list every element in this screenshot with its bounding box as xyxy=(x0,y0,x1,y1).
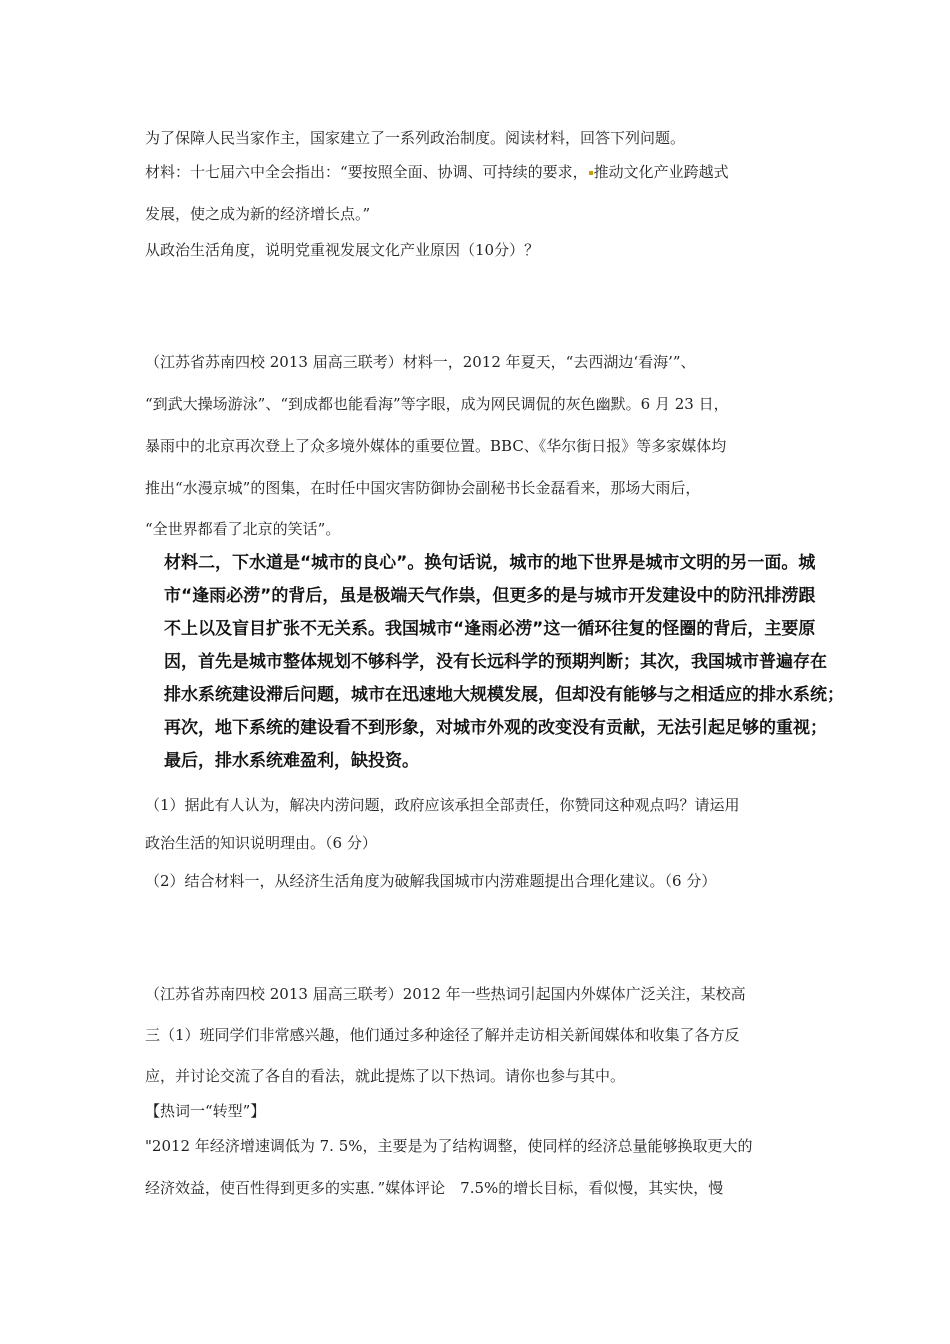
question1-line-1: （1）据此有人认为，解决内涝问题，政府应该承担全部责任，你赞同这种观点吗？请运用 xyxy=(145,796,740,814)
material2-line-1: 材料二，下水道是“城市的良心”。换句话说，城市的地下世界是城市文明的另一面。城 xyxy=(164,553,816,573)
question-text: 从政治生活角度，说明党重视发展文化产业原因（10分）？ xyxy=(145,241,540,259)
material2-line-2: 市“逢雨必涝”的背后，虽是极端天气作祟，但更多的是与城市开发建设中的防汛排涝跟 xyxy=(164,586,816,606)
material-text-c: 发展，使之成为新的经济增长点。” xyxy=(145,205,371,223)
material2-line-7: 最后，排水系统难盈利，缺投资。 xyxy=(164,751,419,771)
section3-line-1: （江苏省苏南四校 2013 届高三联考）2012 年一些热词引起国内外媒体广泛关注，某校高 xyxy=(145,985,746,1003)
section3-line-3: 应，并讨论交流了各自的看法，就此提炼了以下热词。请你也参与其中。 xyxy=(145,1067,626,1085)
material1-line-1: （江苏省苏南四校 2013 届高三联考）材料一，2012 年夏天，“去西湖边‘看海’”、 xyxy=(145,353,696,371)
question1-line-2: 政治生活的知识说明理由。（6 分） xyxy=(145,834,377,852)
material-text-a: 材料：十七届六中全会指出：“要按照全面、协调、可持续的要求， xyxy=(145,163,588,181)
material2-line-5: 排水系统建设滞后问题，城市在迅速地大规模发展，但却没有能够与之相适应的排水系统； xyxy=(164,685,844,705)
intro-text: 为了保障人民当家作主，国家建立了一系列政治制度。阅读材料，回答下列问题。 xyxy=(145,129,686,147)
material1-line-4: 推出“水漫京城”的图集，在时任中国灾害防御协会副秘书长金磊看来，那场大雨后， xyxy=(145,479,701,497)
hotword-heading: 【热词一“转型”】 xyxy=(145,1102,266,1120)
hotword-para-line-1: "2012 年经济增速调低为 7. 5%，主要是为了结构调整，使同样的经济总量能够换取更大的 xyxy=(145,1137,753,1155)
question2-text: （2）结合材料一，从经济生活角度为破解我国城市内涝难题提出合理化建议。（6 分） xyxy=(145,872,717,890)
material2-line-6: 再次，地下系统的建设看不到形象，对城市外观的改变没有贡献，无法引起足够的重视； xyxy=(164,718,827,738)
material2-line-4: 因，首先是城市整体规划不够科学，没有长远科学的预期判断；其次，我国城市普遍存在 xyxy=(164,652,827,672)
material2-line-3: 不上以及盲目扩张不无关系。我国城市“逢雨必涝”这一循环往复的怪圈的背后，主要原 xyxy=(164,619,816,639)
material1-line-5: “全世界都看了北京的笑话”。 xyxy=(145,520,341,538)
material2-image xyxy=(160,552,844,782)
material-line xyxy=(145,162,729,182)
edit-mark-icon xyxy=(589,171,593,175)
hotword-para-line-2: 经济效益，使百性得到更多的实惠．”媒体评论 7.5%的增长目标，看似慢，其实快，慢 xyxy=(145,1179,724,1197)
material1-line-2: “到武大操场游泳”、“到成都也能看海”等字眼，成为网民调侃的灰色幽默。6 月 23 日， xyxy=(145,395,729,413)
section3-line-2: 三（1）班同学们非常感兴趣，他们通过多种途径了解并走访相关新闻媒体和收集了各方反 xyxy=(145,1026,740,1044)
material-text-b: 推动文化产业跨越式 xyxy=(593,163,729,181)
material1-line-3: 暴雨中的北京再次登上了众多境外媒体的重要位置。BBC、《华尔街日报》等多家媒体均 xyxy=(145,437,727,455)
